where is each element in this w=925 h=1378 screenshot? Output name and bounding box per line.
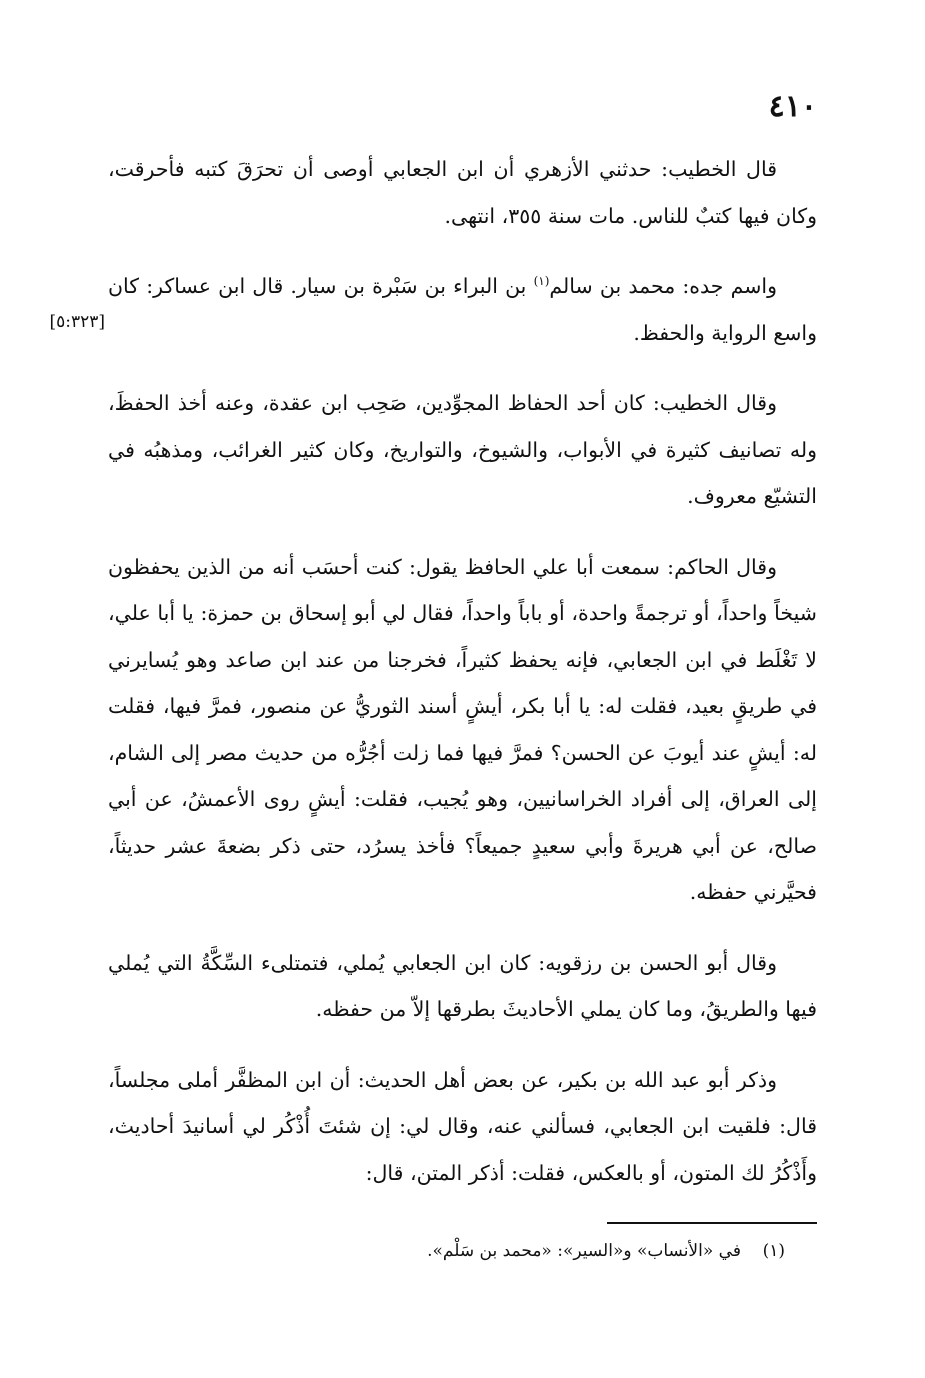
paragraph-3: وقال الخطيب: كان أحد الحفاظ المجوِّدين، صَحِب ابن عقدة، وعنه أخذ الحفظَ، وله تصانيف كثيرة في الأبواب، والشيوخ، والتواريخ، وكان كثير الغرائب، ومذهبُه في التشيّع معروف. — [108, 391, 817, 508]
footnote-text: في «الأنساب» و«السير»: «محمد بن سَلْم». — [427, 1241, 741, 1261]
footnote-mark: (١) — [533, 274, 550, 289]
paragraph-4: وقال الحاكم: سمعت أبا علي الحافظ يقول: كنت أحسَب أنه من الذين يحفظون شيخاً واحداً، أو ترجمةً واحدة، أو باباً واحداً، فقال لي أبو إسحاق بن حمزة: يا أبا علي، لا تَغْلَط في ابن الجعابي، فإنه يحفظ كثيراً، فخرجنا من عند ابن صاعد وهو يُسايرني في طريقٍ بعيد، فقلت له: يا أبا بكر، أيشٍ أسند الثوريُّ عن منصور، فمرَّ فيها، فقلت له: أيشٍ عند أيوبَ عن الحسن؟ فمرَّ فيها فما زلت أجُرُّه من حديث مصر إلى الشام، إلى العراق، إلى أفراد الخراسانيين، وهو يُجيب، فقلت: أيشٍ روى الأعمشُ، عن أبي صالح، عن أبي هريرةَ وأبي سعيدٍ جميعاً؟ فأخذ يسرُد، حتى ذكر بضعةَ عشر حديثاً، فحيَّرني حفظه. — [108, 554, 817, 904]
paragraph-1: قال الخطيب: حدثني الأزهري أن ابن الجعابي أوصى أن تحرَقَ كتبه فأحرقت، وكان فيها كتبٌ للناس. مات سنة ٣٥٥، انتهى. — [108, 157, 817, 228]
footnote-divider — [607, 1222, 817, 1224]
body-text — [108, 146, 817, 1220]
footnote-number: (١) — [762, 1241, 785, 1261]
margin-reference: [٥:٣٢٣] — [49, 312, 105, 332]
paragraph-2 — [108, 263, 817, 356]
paragraph-6: وذكر أبو عبد الله بن بكير، عن بعض أهل الحديث: أن ابن المظفَّر أملى مجلساً، قال: فلقيت ابن الجعابي، فسألني عنه، وقال لي: إن شئتَ أُذْكُر لي أسانيدَ أحاديث، وأَذْكُرُ لك المتون، أو بالعكس، فقلت: أذكر المتن، قال: — [108, 1067, 817, 1185]
page-number: ٤١٠ — [768, 89, 817, 124]
footnote — [108, 1236, 785, 1266]
paragraph-2-rest: بن البراء بن سَبْرة بن سيار. قال ابن عساكر: كان واسع الرواية والحفظ. — [108, 274, 817, 345]
paragraph-2-start: واسم جده: محمد بن سالم — [549, 274, 777, 298]
paragraph-5: وقال أبو الحسن بن رزقويه: كان ابن الجعابي يُملي، فتمتلىء السِّكَّةُ التي يُملي فيها والطريقُ، وما كان يملي الأحاديثَ بطرقها إلاّ من حفظه. — [108, 950, 817, 1021]
